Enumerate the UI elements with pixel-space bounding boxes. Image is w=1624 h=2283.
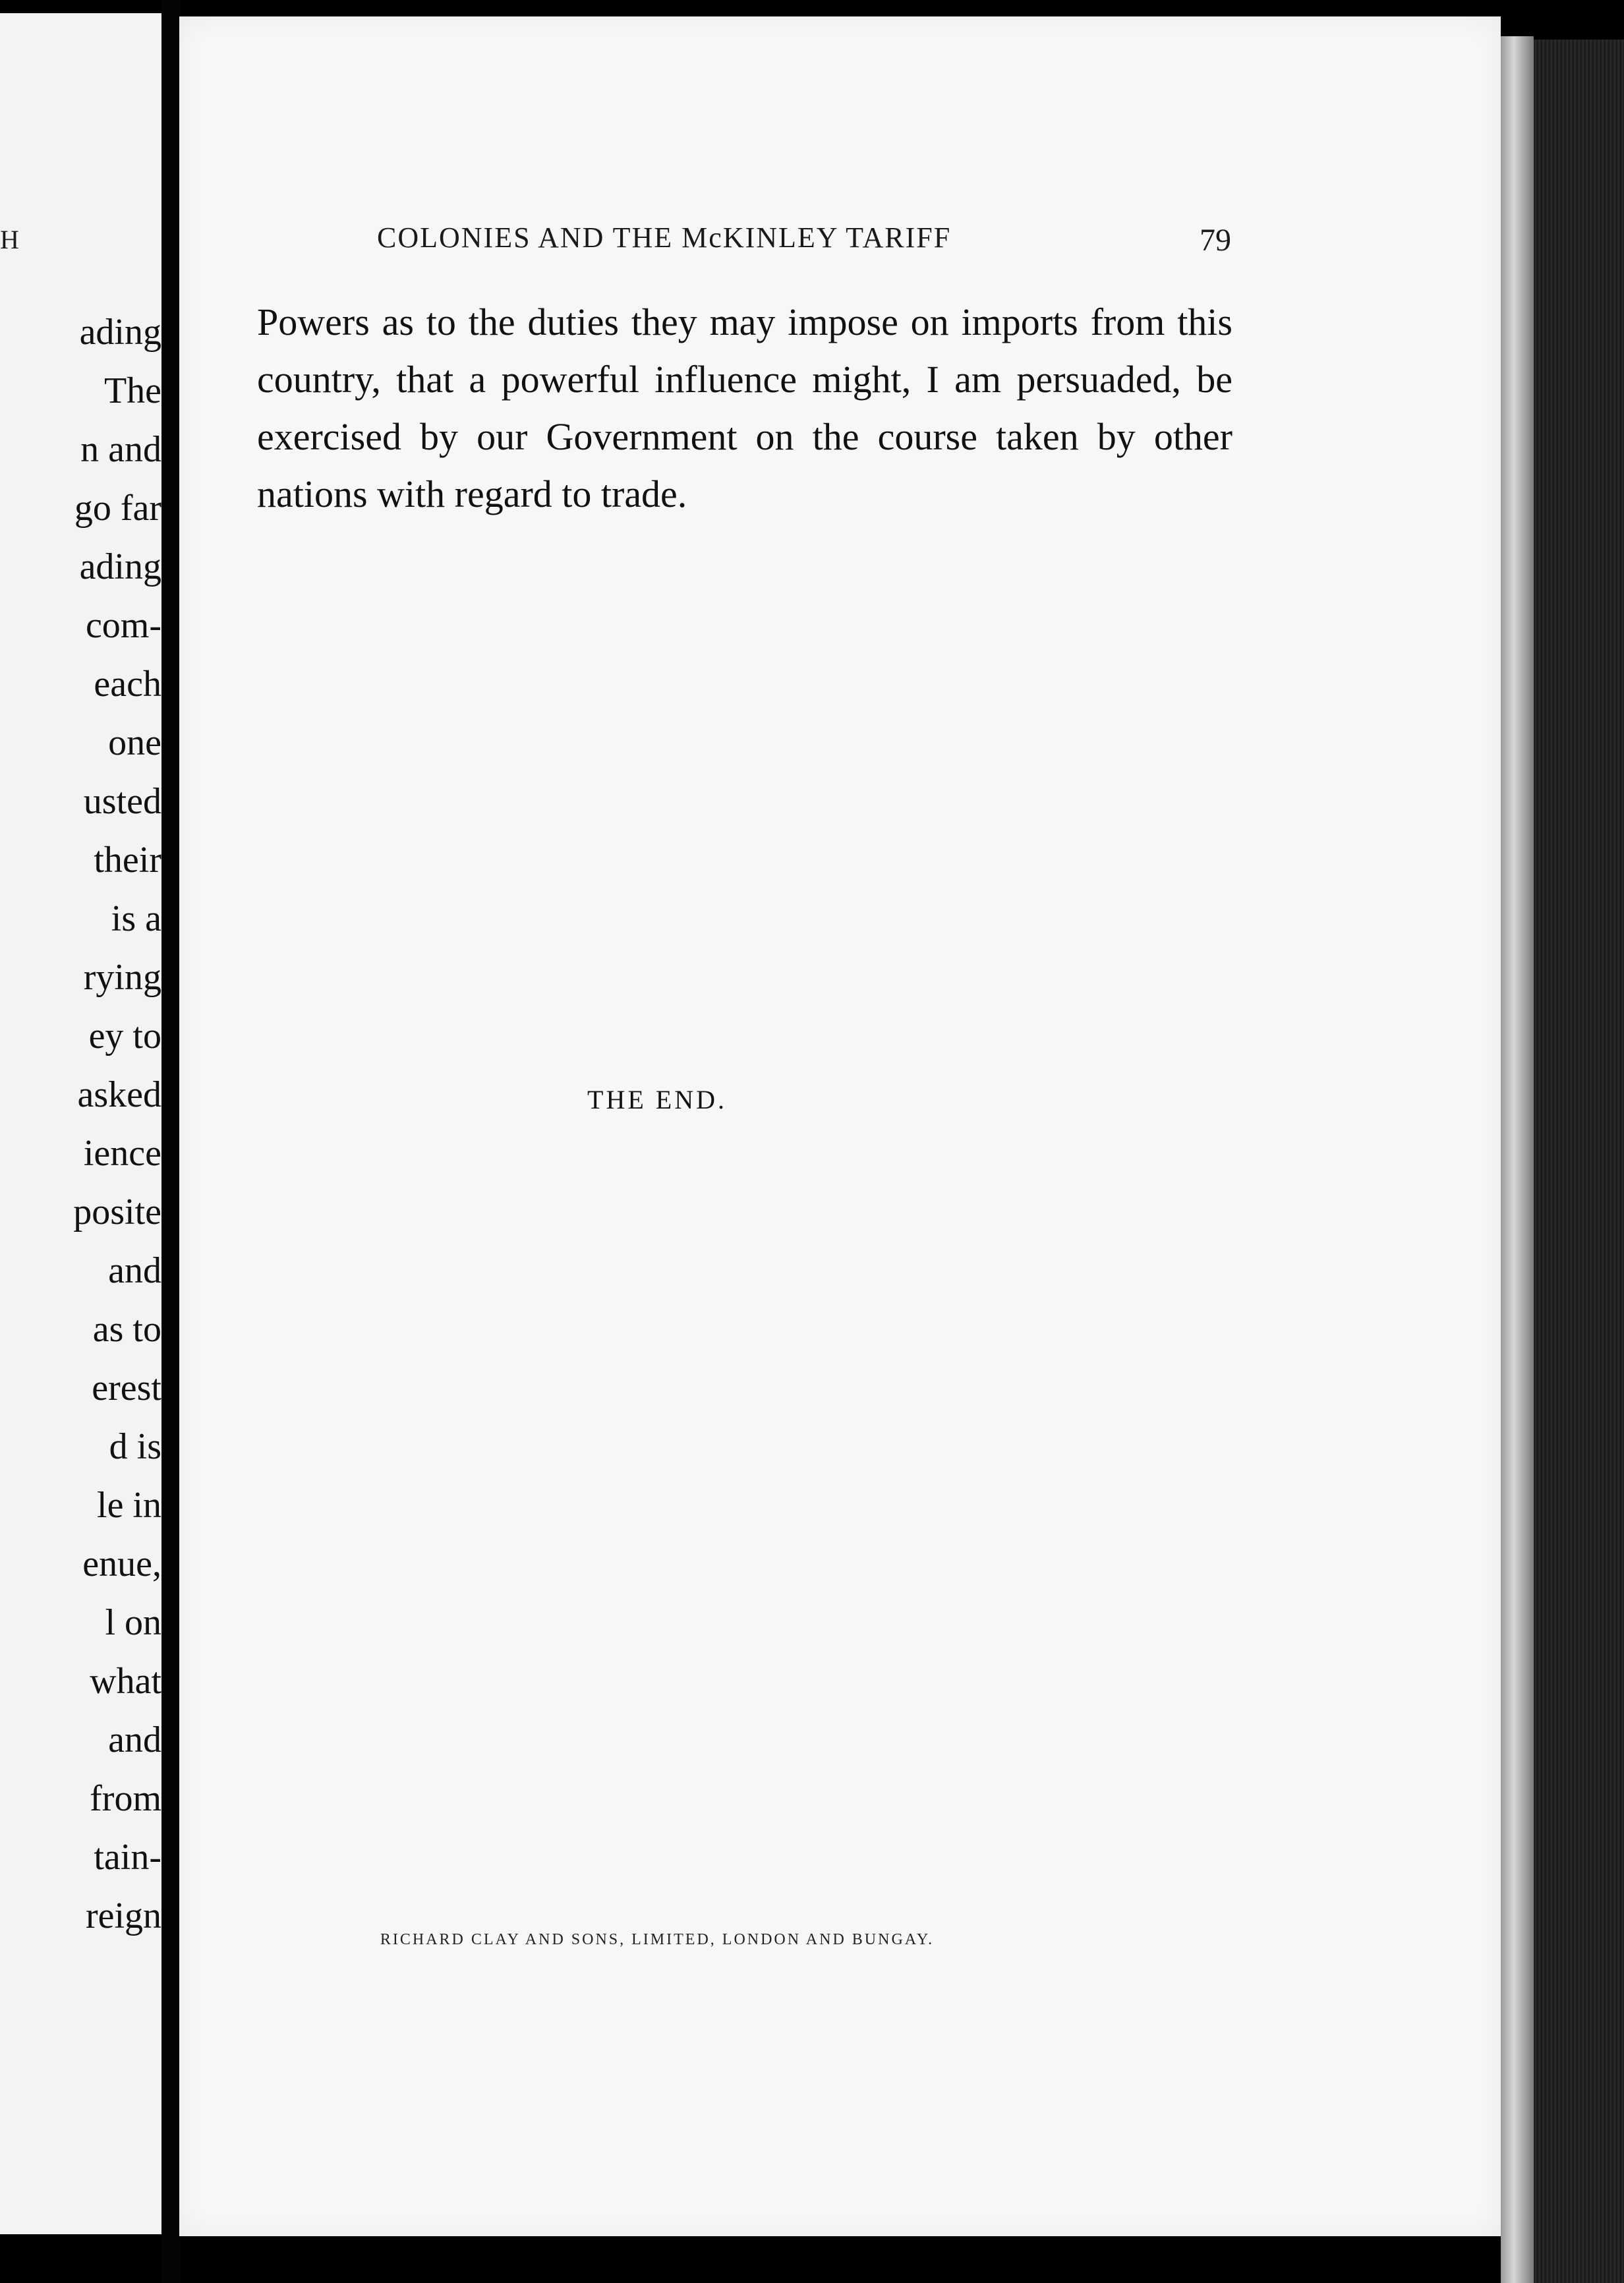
left-page-line: The bbox=[103, 370, 161, 411]
left-page-line: and bbox=[108, 1250, 161, 1291]
left-page-line: each bbox=[94, 664, 161, 705]
left-page-line: is a bbox=[111, 898, 161, 939]
left-facing-page bbox=[0, 13, 161, 2234]
left-page-line: one bbox=[108, 722, 161, 763]
left-page-line: l on bbox=[105, 1602, 161, 1643]
end-marker: THE END. bbox=[587, 1085, 727, 1114]
left-page-line: posite bbox=[73, 1192, 161, 1232]
main-page bbox=[179, 16, 1501, 2236]
printer-imprint: RICHARD CLAY AND SONS, LIMITED, LONDON AND BUNGAY. bbox=[380, 1931, 935, 1948]
left-page-line: ey to bbox=[88, 1016, 161, 1056]
body-paragraph: Powers as to the duties they may impose on imports from this country, that a powerful influence might, I am persuaded, be exercised by our Government on the course taken by other nations with regard to trade. bbox=[257, 301, 1232, 515]
left-page-line: le in bbox=[97, 1485, 161, 1526]
page-edge bbox=[1501, 36, 1534, 2283]
book-gutter bbox=[161, 0, 180, 2283]
left-page-line: what bbox=[90, 1661, 161, 1702]
left-page-line: com- bbox=[85, 605, 161, 646]
left-page-line: and bbox=[108, 1719, 161, 1760]
left-page-line: their bbox=[94, 840, 161, 881]
left-page-line: erest bbox=[92, 1368, 161, 1408]
left-page-line: reign bbox=[85, 1895, 161, 1936]
page-number: 79 bbox=[1200, 223, 1231, 258]
left-page-line: usted bbox=[83, 781, 161, 822]
left-page-line: n and bbox=[80, 429, 161, 470]
left-page-line: d is bbox=[109, 1426, 161, 1467]
left-page-line: go far bbox=[74, 488, 161, 529]
left-page-line: ading bbox=[79, 312, 161, 353]
left-page-line: rying bbox=[83, 957, 161, 998]
running-head: COLONIES AND THE McKINLEY TARIFF bbox=[377, 221, 952, 254]
book-edge-shadow bbox=[1534, 40, 1624, 2283]
left-page-line: enue, bbox=[82, 1544, 161, 1584]
left-page-line: ading bbox=[79, 546, 161, 587]
left-page-line: as to bbox=[92, 1309, 161, 1350]
left-running-head: H bbox=[0, 225, 19, 254]
left-page-line: ience bbox=[83, 1133, 161, 1174]
left-page-text bbox=[73, 303, 161, 1946]
left-page-line: from bbox=[90, 1778, 161, 1819]
left-page-line: asked bbox=[77, 1074, 161, 1115]
left-page-line: tain- bbox=[94, 1837, 161, 1878]
